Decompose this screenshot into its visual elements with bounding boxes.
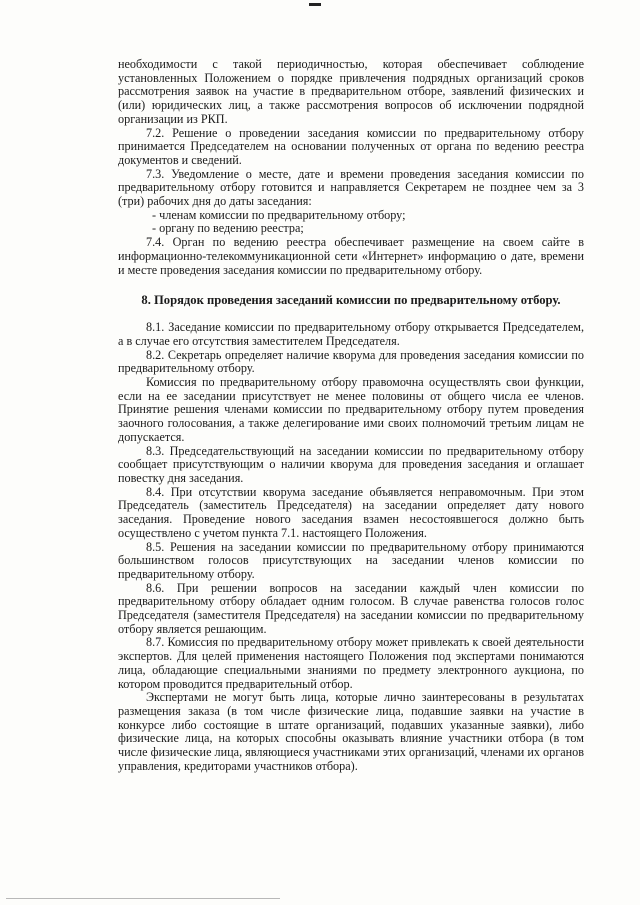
paragraph-8-1: 8.1. Заседание комиссии по предварительному отбору открывается Председателем, а в случае его отсутствия заместителем Председателя. <box>118 320 584 348</box>
paragraph-8-2-quorum: Комиссия по предварительному отбору правомочна осуществлять свои функции, если на ее заседании присутствует не менее половины от общего числа ее членов. Принятие решения членами комиссии по предварительному отбору путем проведения заочного голосования, а также делегирование ими своих полномочий третьим лицам не допускается. <box>118 375 584 444</box>
document-body <box>118 58 584 773</box>
page-number-mark <box>309 3 321 6</box>
list-item-commission-members: - членам комиссии по предварительному отбору; <box>152 207 406 222</box>
paragraph-8-7: 8.7. Комиссия по предварительному отбору может привлекать к своей деятельности экспертов. Для целей применения настоящего Положения под экспертами понимаются лица, обладающие специальными знаниями по предмету электронного аукциона, по котором проводится предварительный отбор. <box>118 635 584 691</box>
scan-edge-line <box>6 898 280 899</box>
paragraph-7-3: 7.3. Уведомление о месте, дате и времени проведения заседания комиссии по предварительному отбору готовится и направляется Секретарем не позднее чем за 3 (три) рабочих дня до даты заседания: <box>118 166 584 209</box>
paragraph-7-2: 7.2. Решение о проведении заседания комиссии по предварительному отбору принимается Председателем на основании полученных от органа по ведению реестра документов и сведений. <box>118 125 584 167</box>
paragraph-8-2: 8.2. Секретарь определяет наличие кворума для проведения заседания комиссии по предварительному отбору. <box>118 347 584 376</box>
paragraph-continuation: необходимости с такой периодичностью, которая обеспечивает соблюдение установленных Положением о порядке привлечения подрядных организаций сроков рассмотрения заявок на участие в предварительном отборе, заявлений физических и (или) юридических лиц, а также рассмотрения вопросов об исключении подрядной организации из РКП. <box>118 57 584 126</box>
paragraph-7-4: 7.4. Орган по ведению реестра обеспечивает размещение на своем сайте в информационно-телекоммуникационной сети «Интернет» информацию о дате, времени и месте проведения заседания комиссии по предварительному отбору. <box>118 235 584 277</box>
paragraph-8-7-experts: Экспертами не могут быть лица, которые лично заинтересованы в результатах размещения заказа (в том числе физические лица, подавшие заявки на участие в конкурсе либо состоящие в штате организаций, подавших указанные заявки), либо физические лица, на которых способны оказывать влияние участники отбора (в том числе физические лица, являющиеся участниками этих организаций, членами их органов управления, кредиторами участников отбора). <box>118 690 584 773</box>
paragraph-8-4: 8.4. При отсутствии кворума заседание объявляется неправомочным. При этом Председатель (заместитель Председателя) на заседании определяет дату нового заседания. Проведение нового заседания взамен несостоявшегося должно быть осуществлено с учетом пункта 7.1. настоящего Положения. <box>118 484 584 540</box>
paragraph-8-6: 8.6. При решении вопросов на заседании каждый член комиссии по предварительному отбору обладает одним голосом. В случае равенства голосов голос Председателя (заместителя Председателя) на заседании комиссии по предварительному отбору является решающим. <box>118 580 584 636</box>
paragraph-8-5: 8.5. Решения на заседании комиссии по предварительному отбору принимаются большинством голосов присутствующих на заседании членов комиссии по предварительному отбору. <box>118 539 584 581</box>
paragraph-8-3: 8.3. Председательствующий на заседании комиссии по предварительному отбору сообщает присутствующим о наличии кворума для проведения заседания и оглашает повестку дня заседания. <box>118 443 584 485</box>
section-heading-8: 8. Порядок проведения заседаний комиссии по предварительному отбору. <box>141 293 561 308</box>
list-item-registry-body: - органу по ведению реестра; <box>152 221 304 236</box>
